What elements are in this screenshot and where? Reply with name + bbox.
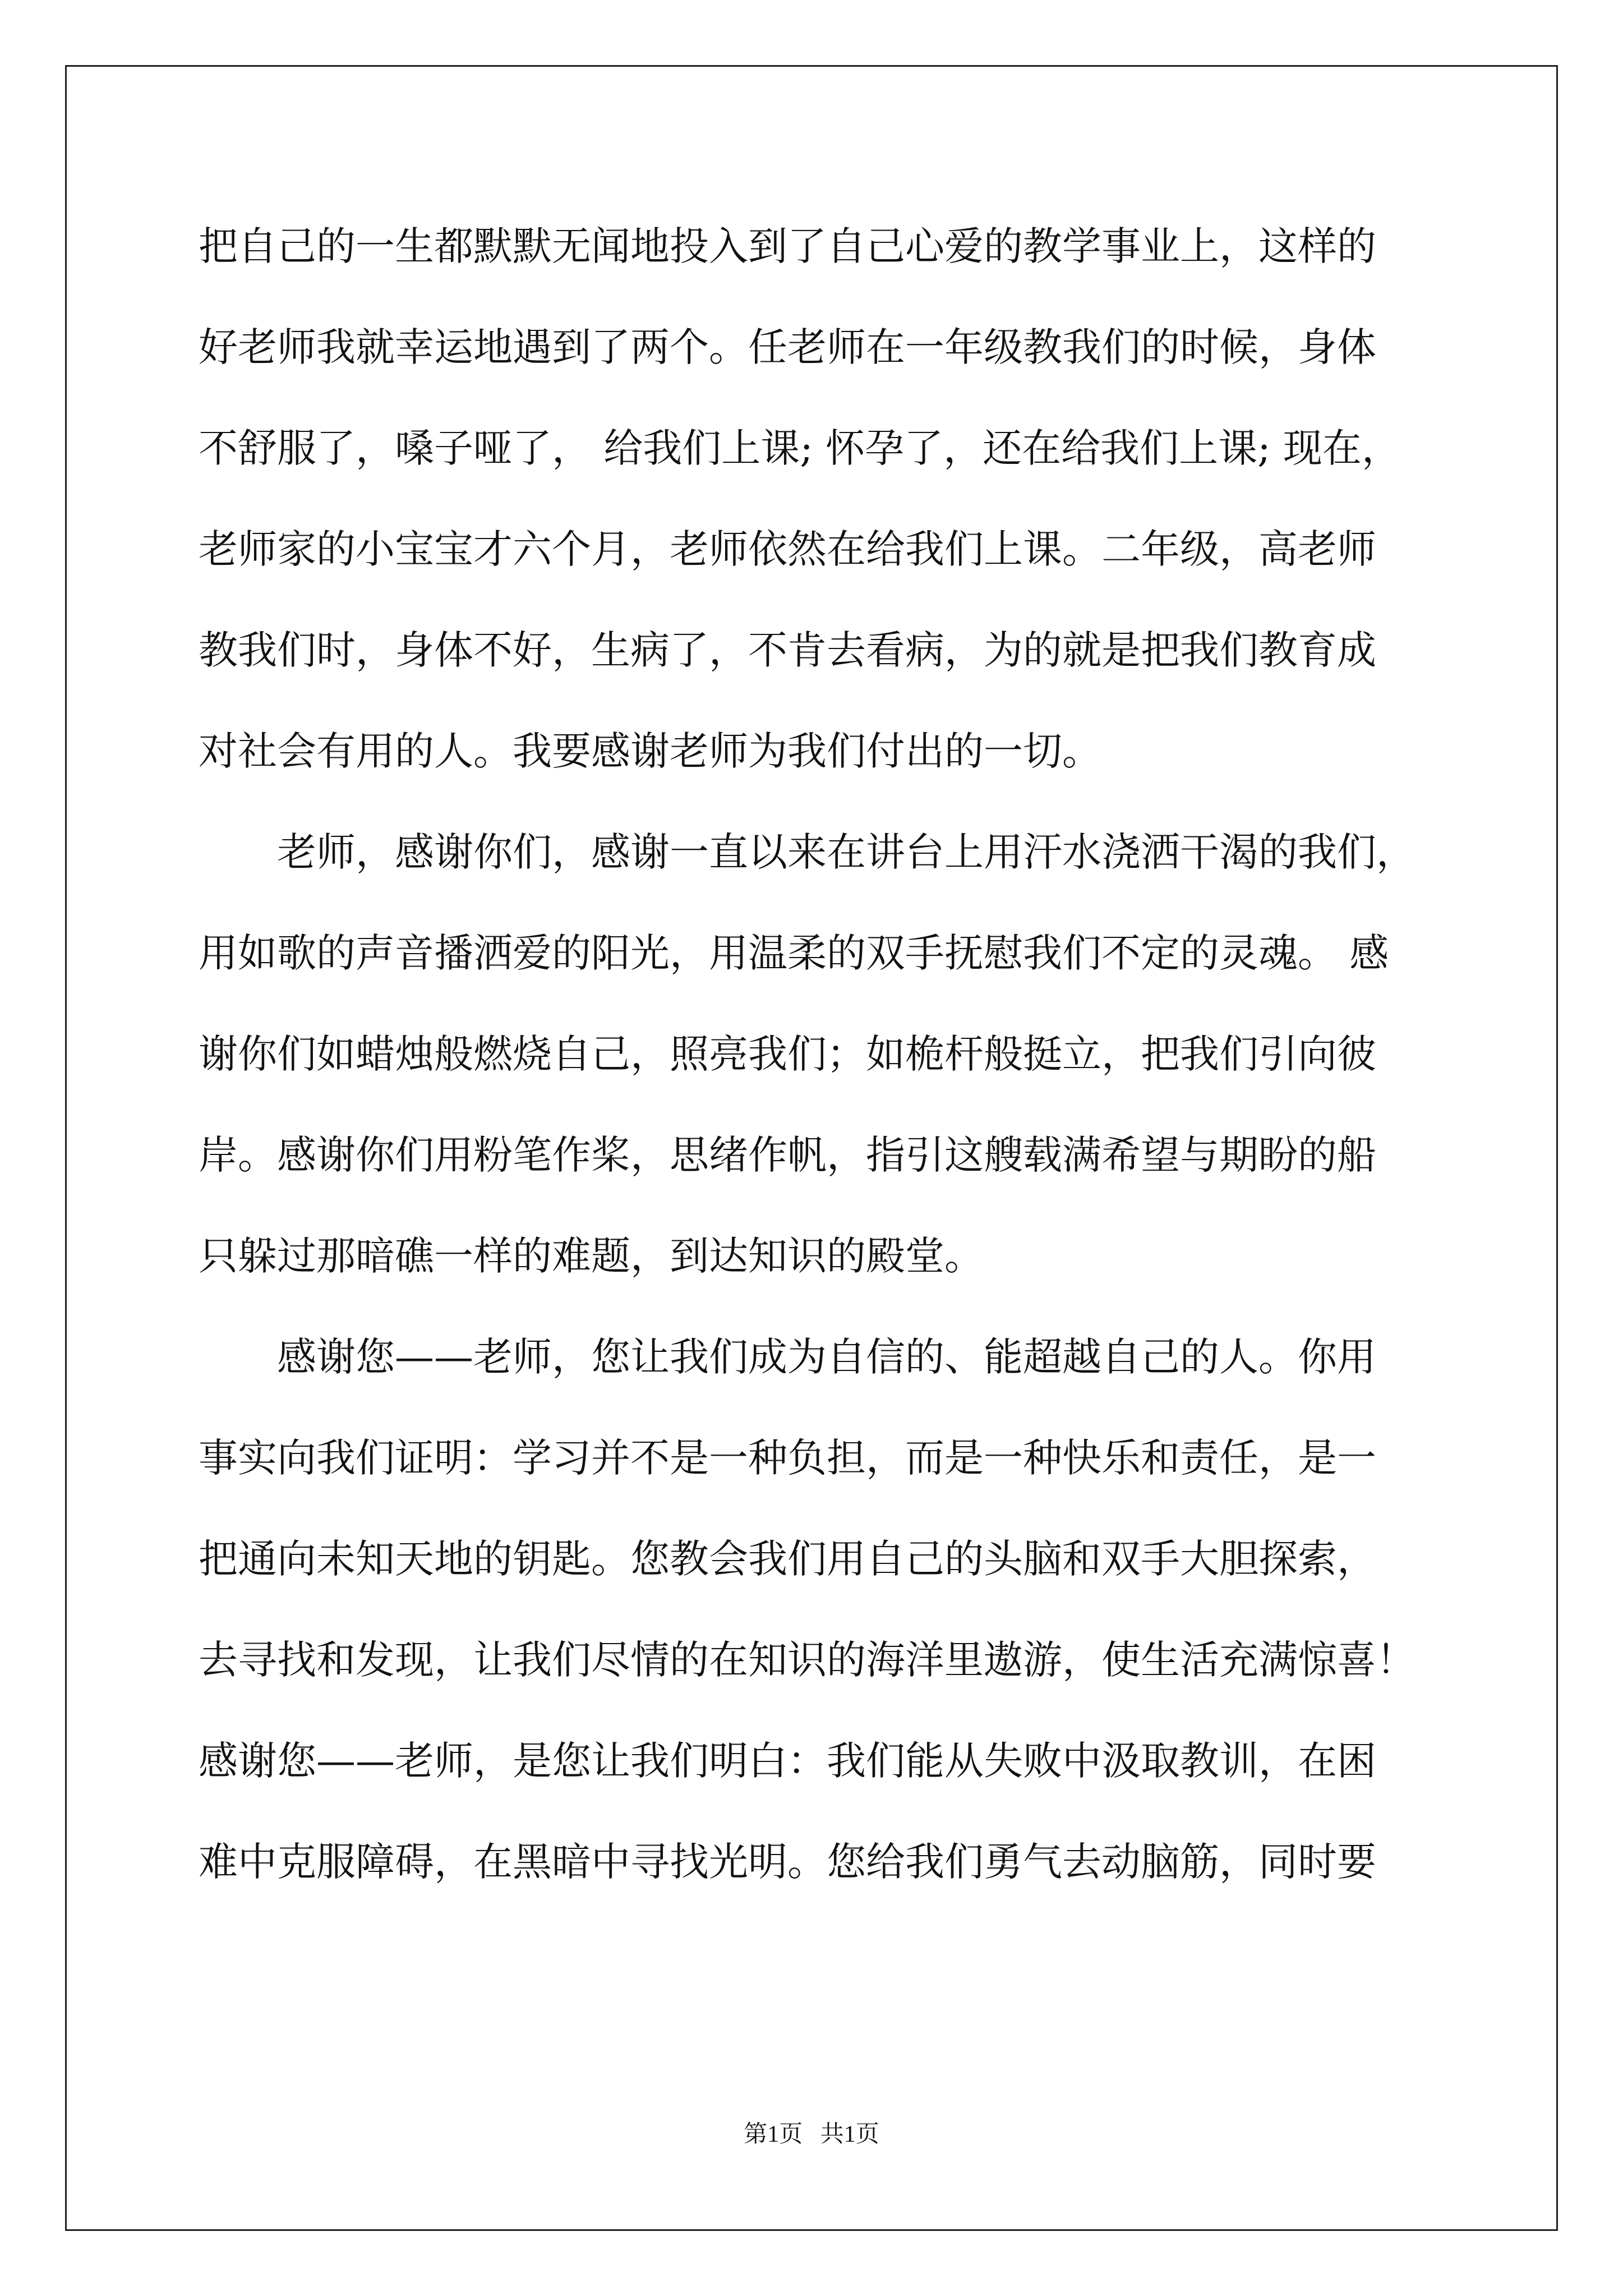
text-line: 岸。感谢你们用粉笔作桨，思绪作帆，指引这艘载满希望与期盼的船	[199, 1132, 1376, 1178]
text-line: 把通向未知天地的钥匙。您教会我们用自己的头脑和双手大胆探索，	[199, 1536, 1376, 1582]
text-line: 感谢您——老师，是您让我们明白：我们能从失败中汲取教训，在困	[199, 1738, 1376, 1784]
text-line: 用如歌的声音播洒爱的阳光，用温柔的双手抚慰我们不定的灵魂。 感	[199, 930, 1389, 976]
text-line: 把自己的一生都默默无闻地投入到了自己心爱的教学事业上，这样的	[199, 223, 1376, 269]
paragraph-first-line: 感谢您——老师，您让我们成为自信的、能超越自己的人。你用	[277, 1334, 1376, 1380]
text-line: 不舒服了，嗓子哑了， 给我们上课; 怀孕了，还在给我们上课; 现在，	[199, 425, 1401, 471]
text-line: 事实向我们证明：学习并不是一种负担，而是一种快乐和责任，是一	[199, 1435, 1376, 1481]
text-line: 谢你们如蜡烛般燃烧自己，照亮我们；如桅杆般挺立，把我们引向彼	[199, 1031, 1376, 1077]
text-line: 对社会有用的人。我要感谢老师为我们付出的一切。	[199, 728, 1101, 774]
text-line: 难中克服障碍，在黑暗中寻找光明。您给我们勇气去动脑筋，同时要	[199, 1839, 1376, 1885]
text-line: 好老师我就幸运地遇到了两个。任老师在一年级教我们的时候，身体	[199, 324, 1376, 370]
page-number-footer: 第1页 共1页	[744, 2122, 879, 2147]
text-line: 老师家的小宝宝才六个月，老师依然在给我们上课。二年级，高老师	[199, 526, 1376, 572]
paragraph-first-line: 老师，感谢你们，感谢一直以来在讲台上用汗水浇洒干渴的我们，	[277, 829, 1415, 875]
text-line: 教我们时，身体不好，生病了，不肯去看病，为的就是把我们教育成	[199, 627, 1376, 673]
text-line: 去寻找和发现，让我们尽情的在知识的海洋里遨游，使生活充满惊喜！	[199, 1637, 1415, 1683]
text-line: 只躲过那暗礁一样的难题，到达知识的殿堂。	[199, 1233, 984, 1279]
